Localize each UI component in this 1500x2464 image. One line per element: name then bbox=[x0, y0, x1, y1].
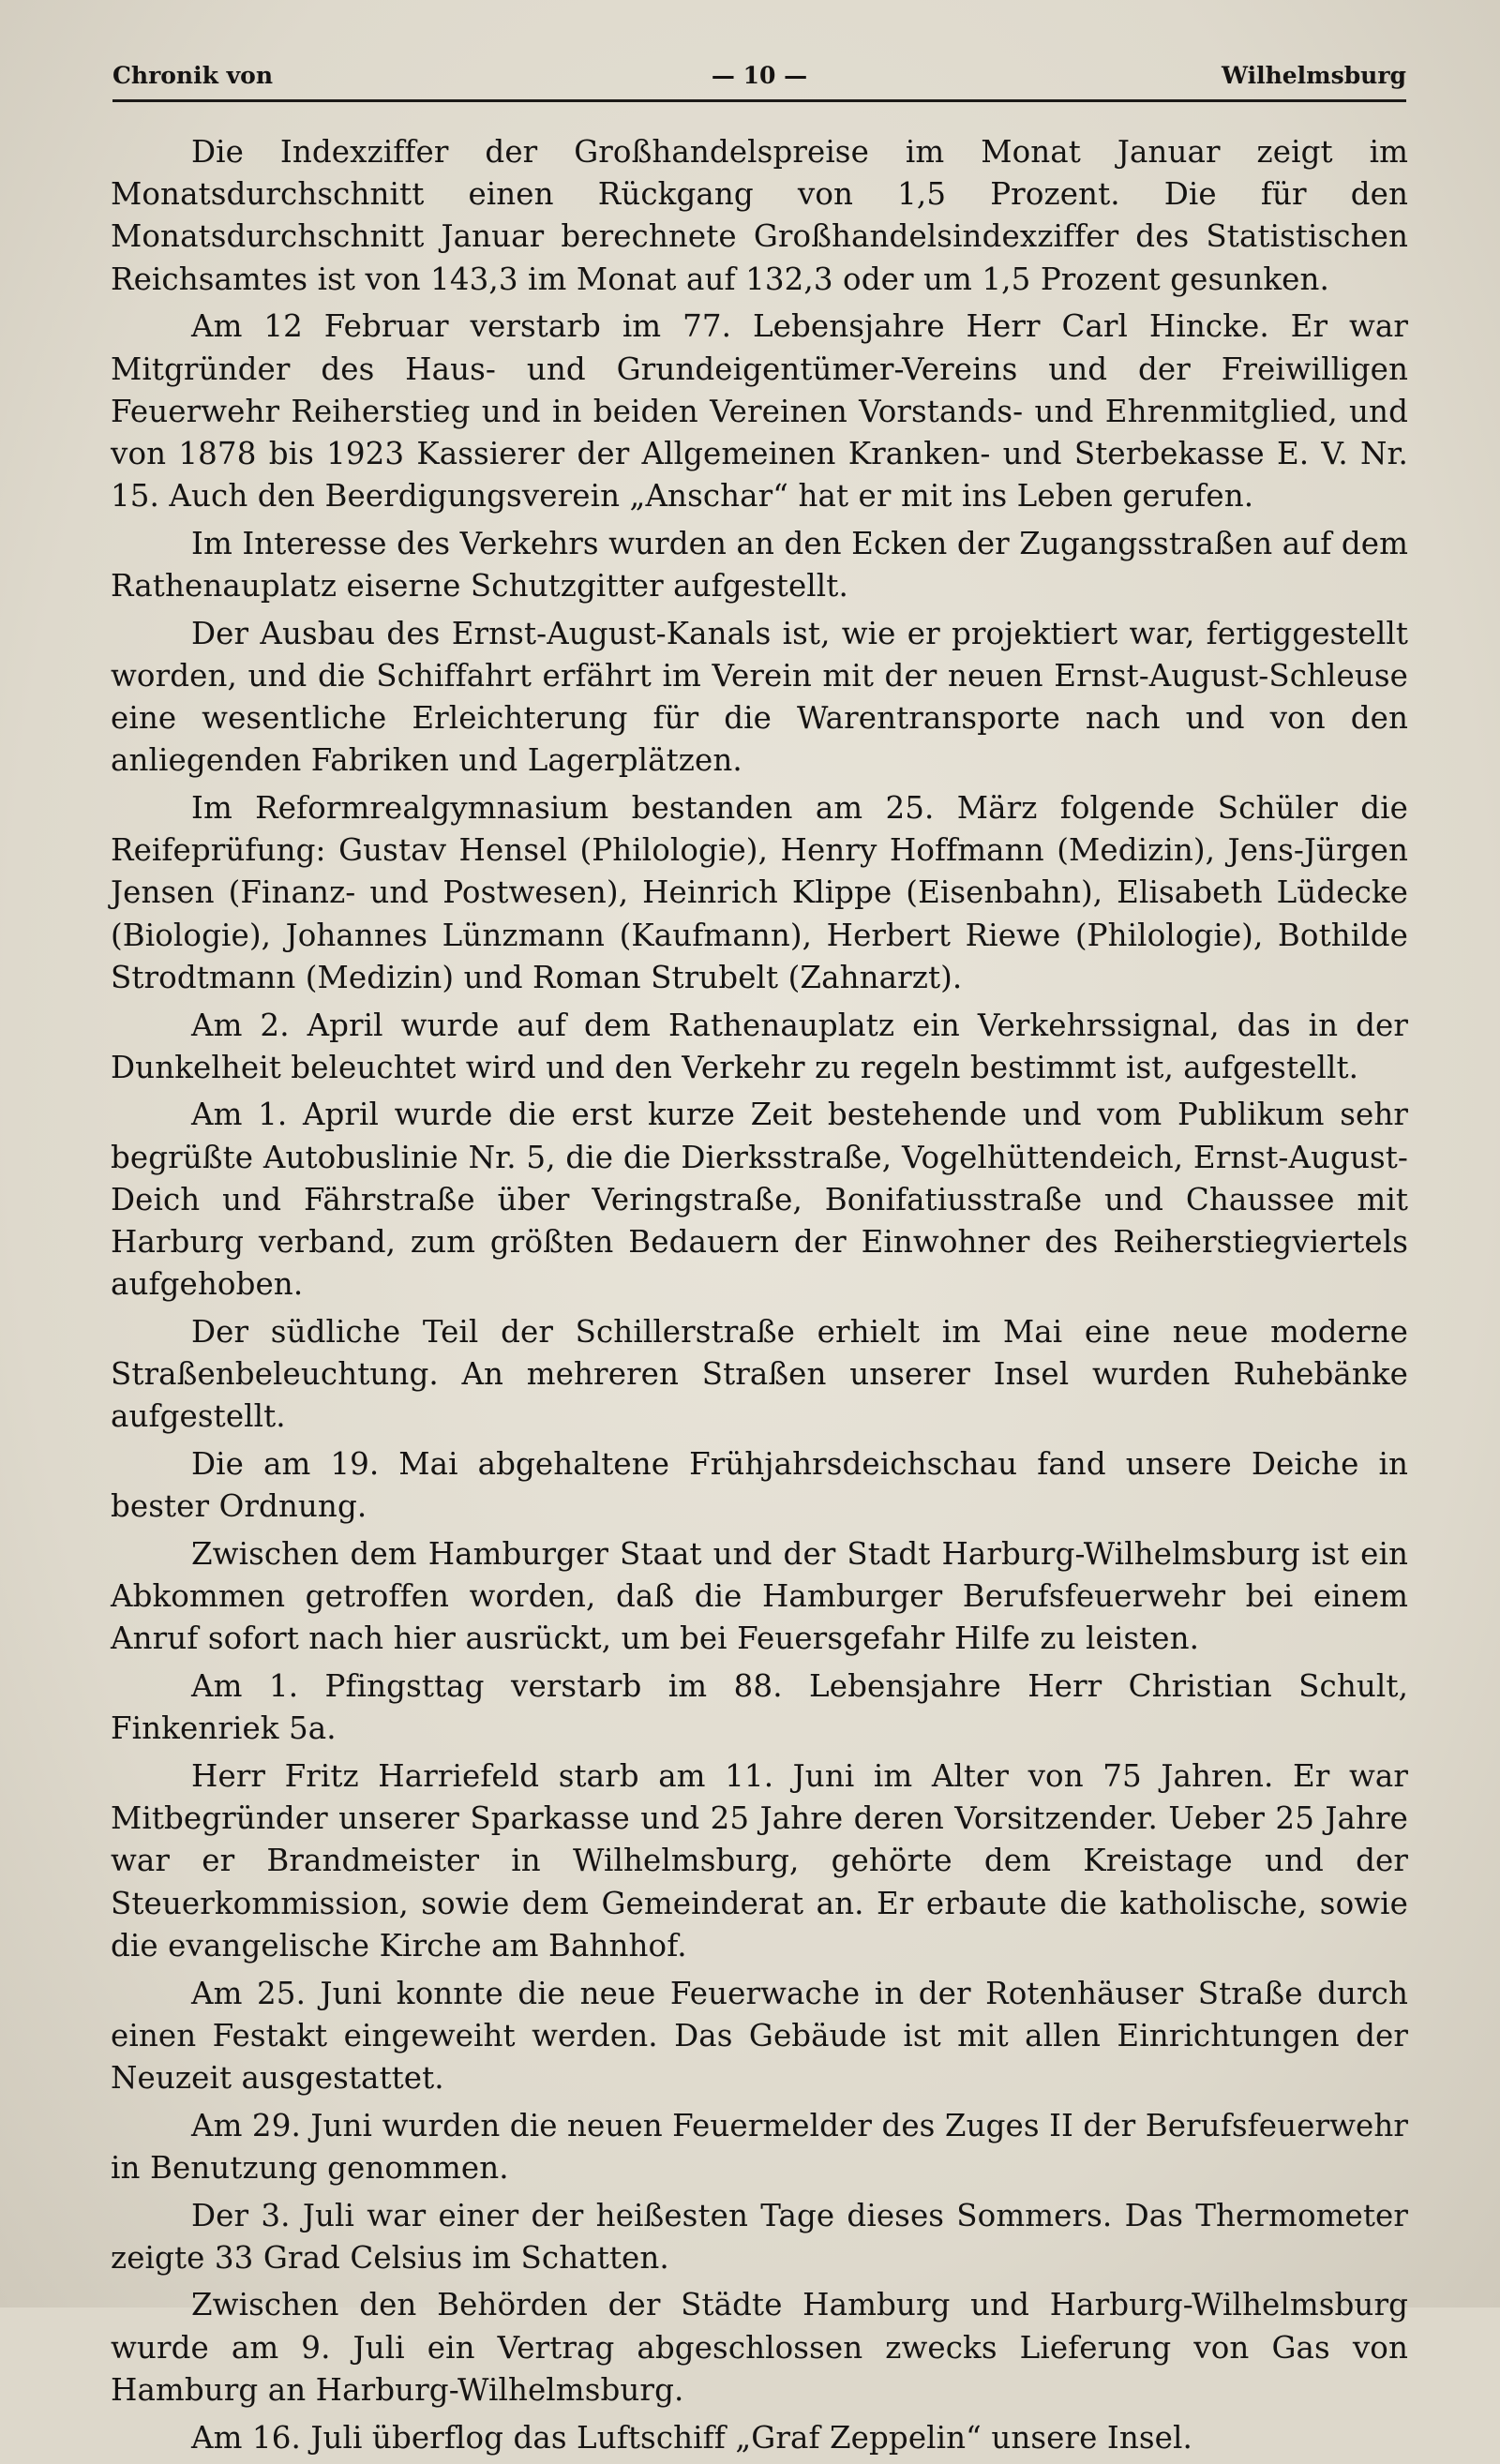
paragraph: Im Interesse des Verkehrs wurden an den Ecken der Zugangsstraßen auf dem Rathenauplatz eiserne Schutzgitter aufgestellt. bbox=[111, 525, 1408, 605]
paragraph: Herr Fritz Harriefeld starb am 11. Juni im Alter von 75 Jahren. Er war Mitbegründer unserer Sparkasse und 25 Jahre deren Vorsitzender. Ueber 25 Jahre war er Brandmeister in Wilhelmsburg, gehörte dem Kreistage und der Steuerkommission, sowie dem Gemeinderat an. Er erbaute die katholische, sowie die evangelische Kirche am Bahnhof. bbox=[111, 1758, 1408, 1964]
page-number: — 10 — bbox=[711, 62, 808, 89]
running-header bbox=[112, 62, 1406, 99]
header-rule bbox=[112, 99, 1406, 102]
paragraph: Der 3. Juli war einer der heißesten Tage dieses Sommers. Das Thermometer zeigte 33 Grad Celsius im Schatten. bbox=[111, 2197, 1408, 2276]
paragraph: Der südliche Teil der Schillerstraße erhielt im Mai eine neue moderne Straßenbeleuchtung. An mehreren Straßen unserer Insel wurden Ruhebänke aufgestellt. bbox=[111, 1313, 1408, 1435]
paragraph: Am 16. Juli überflog das Luftschiff „Graf Zeppelin“ unsere Insel. bbox=[191, 2419, 1192, 2456]
header-right-title: Wilhelmsburg bbox=[1221, 62, 1406, 89]
paragraph: Der Ausbau des Ernst-August-Kanals ist, wie er projektiert war, fertiggestellt worden, und die Schiffahrt erfährt im Verein mit der neuen Ernst-August-Schleuse eine wesentliche Erleichterung für die Warentransporte nach und von den anliegenden Fabriken und Lagerplätzen. bbox=[111, 615, 1408, 779]
paragraph: Am 12 Februar verstarb im 77. Lebensjahre Herr Carl Hincke. Er war Mitgründer des Haus- und Grundeigentümer-Vereins und der Freiwilligen Feuerwehr Reiherstieg und in beiden Vereinen Vorstands- und Ehrenmitglied, und von 1878 bis 1923 Kassierer der Allgemeinen Kranken- und Sterbekasse E. V. Nr. 15. Auch den Beerdigungsverein „Anschar“ hat er mit ins Leben gerufen. bbox=[111, 308, 1408, 515]
paragraph: Am 1. Pfingsttag verstarb im 88. Lebensjahre Herr Christian Schult, Finkenriek 5a. bbox=[111, 1668, 1408, 1747]
body-text bbox=[111, 131, 1408, 2464]
paragraph: Am 29. Juni wurden die neuen Feuermelder des Zuges II der Berufsfeuerwehr in Benutzung genommen. bbox=[111, 2107, 1408, 2186]
paragraph: Am 25. Juni konnte die neue Feuerwache in der Rotenhäuser Straße durch einen Festakt eingeweiht werden. Das Gebäude ist mit allen Einrichtungen der Neuzeit ausgestattet. bbox=[111, 1975, 1408, 2096]
paragraph: Am 2. April wurde auf dem Rathenauplatz ein Verkehrssignal, das in der Dunkelheit beleuchtet wird und den Verkehr zu regeln bestimmt ist, aufgestellt. bbox=[111, 1007, 1408, 1085]
paragraph: Im Reformrealgymnasium bestanden am 25. März folgende Schüler die Reifeprüfung: Gustav Hensel (Philologie), Henry Hoffmann (Medizin), Jens-Jürgen Jensen (Finanz- und Postwesen), Heinrich Klippe (Eisenbahn), Elisabeth Lüdecke (Biologie), Johannes Lünzmann (Kaufmann), Herbert Riewe (Philologie), Bothilde Strodtmann (Medizin) und Roman Strubelt (Zahnarzt). bbox=[111, 790, 1408, 995]
paragraph: Am 1. April wurde die erst kurze Zeit bestehende und vom Publikum sehr begrüßte Autobuslinie Nr. 5, die die Dierksstraße, Vogelhüttendeich, Ernst-August-Deich und Fährstraße über Veringstraße, Bonifatiusstraße und Chaussee mit Harburg verband, zum größten Bedauern der Einwohner des Reiherstiegviertels aufgehoben. bbox=[111, 1097, 1408, 1303]
header-left-title: Chronik von bbox=[112, 62, 273, 89]
paragraph: Die am 19. Mai abgehaltene Frühjahrsdeichschau fand unsere Deiche in bester Ordnung. bbox=[111, 1446, 1408, 1525]
paragraph: Zwischen den Behörden der Städte Hamburg und Harburg-Wilhelmsburg wurde am 9. Juli ein Vertrag abgeschlossen zwecks Lieferung von Gas von Hamburg an Harburg-Wilhelmsburg. bbox=[111, 2287, 1408, 2408]
paragraph: Zwischen dem Hamburger Staat und der Stadt Harburg-Wilhelmsburg ist ein Abkommen getroffen worden, daß die Hamburger Berufsfeuerwehr bei einem Anruf sofort nach hier ausrückt, um bei Feuersgefahr Hilfe zu leisten. bbox=[111, 1536, 1408, 1657]
paragraph: Die Indexziffer der Großhandelspreise im Monat Januar zeigt im Monatsdurchschnitt einen Rückgang von 1,5 Prozent. Die für den Monatsdurchschnitt Januar berechnete Großhandelsindexziffer des Statistischen Reichsamtes ist von 143,3 im Monat auf 132,3 oder um 1,5 Prozent gesunken. bbox=[111, 134, 1408, 297]
